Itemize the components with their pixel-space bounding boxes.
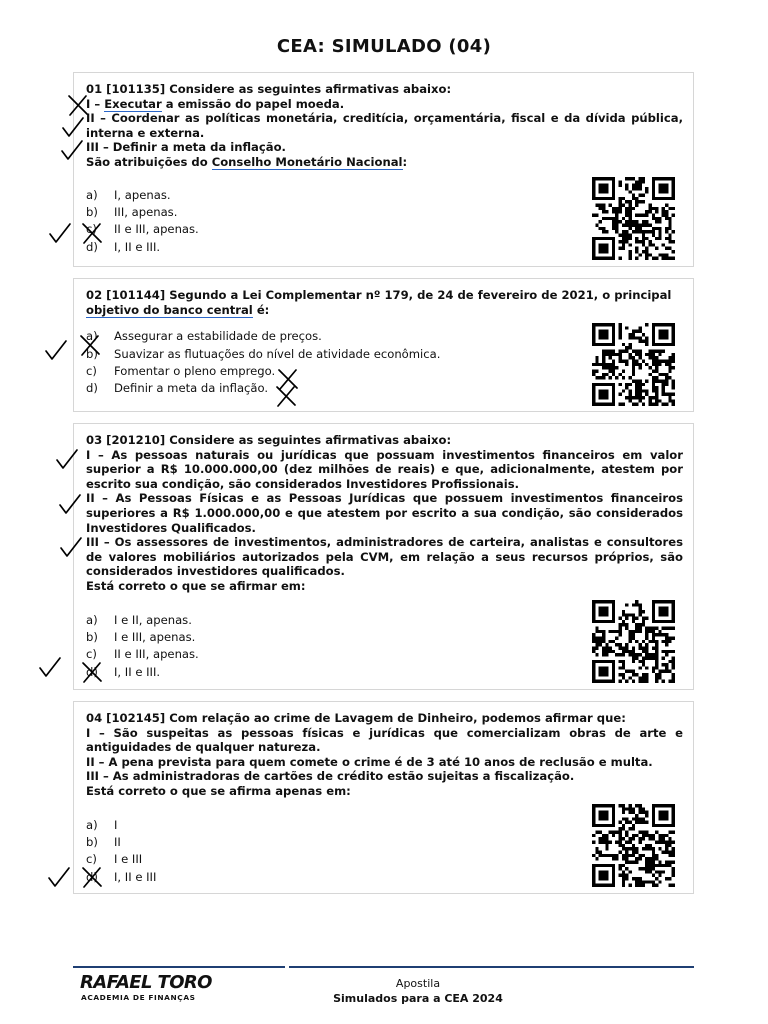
statement-line: objetivo do banco central é: [86, 302, 270, 317]
check-mark-icon [59, 536, 83, 560]
check-mark-icon [58, 493, 82, 517]
statement-line: I – Executar a emissão do papel moeda. [86, 96, 345, 111]
footer-doc-type: Apostila [395, 977, 441, 990]
statement-line: II – As Pessoas Físicas e as Pessoas Jurídicas que possuem investimentos financeiros superiores a R$ 1.000.000,00 e que atestem por escrito a sua condição, são considerados Investidores Qualificados. [86, 491, 683, 535]
option-a[interactable]: a) Assegurar a estabilidade de preços. [86, 329, 322, 344]
option-a[interactable]: a) I e II, apenas. [86, 612, 192, 627]
page-title: CEA: SIMULADO (04) [276, 36, 492, 57]
option-d[interactable]: d) Definir a meta da inflação. [86, 381, 269, 396]
option-a[interactable]: a) I [86, 817, 118, 832]
cross-mark-icon [80, 865, 104, 889]
cross-mark-icon [66, 93, 90, 117]
statement-line: II – Coordenar as políticas monetária, creditícia, orçamentária, fiscal e da dívida pública, interna e externa. [86, 111, 683, 140]
qr-code-icon [592, 804, 675, 887]
cross-mark-icon [78, 333, 102, 357]
check-mark-icon [48, 222, 72, 246]
qr-code-icon [592, 177, 675, 260]
check-mark-icon [38, 656, 62, 680]
footer-rule-right [289, 966, 694, 968]
underlined-term: Conselho Monetário Nacional [211, 154, 403, 169]
check-mark-icon [60, 139, 84, 163]
cross-mark-icon [274, 384, 298, 408]
statement-line: I – As pessoas naturais ou jurídicas que possuam investimentos financeiros em valor superior a R$ 10.000.000,00 (dez milhões de reais) e que, adicionalmente, atestem por escrito sua condição, são considerados Investidores Profissionais. [86, 447, 683, 491]
question-header: 02 [101144] Segundo a Lei Complementar nº 179, de 24 de fevereiro de 2021, o principal [86, 288, 672, 302]
cross-mark-icon [80, 221, 104, 245]
check-mark-icon [61, 116, 85, 140]
statement-line: São atribuições do Conselho Monetário Nacional: [86, 154, 408, 169]
qr-code-icon [592, 323, 675, 406]
option-c[interactable]: c) I e III [86, 852, 143, 867]
statement-line: III – As administradoras de cartões de crédito estão sujeitas a fiscalização. [86, 769, 575, 784]
footer-rule-left [73, 966, 285, 968]
check-mark-icon [44, 339, 68, 363]
option-d[interactable]: d) I, II e III [86, 869, 157, 884]
option-b[interactable]: b) Suavizar as flutuações do nível de atividade econômica. [86, 346, 441, 361]
underlined-term: objetivo do banco central [86, 302, 253, 317]
question-header: 01 [101135] Considere as seguintes afirmativas abaixo: [86, 82, 452, 96]
question-card-2 [73, 278, 694, 412]
cross-mark-icon [80, 660, 104, 684]
statement-line: II – A pena prevista para quem comete o crime é de 3 até 10 anos de reclusão e multa. [86, 754, 653, 769]
option-b[interactable]: b) I e III, apenas. [86, 629, 196, 644]
check-mark-icon [47, 866, 71, 890]
option-c[interactable]: c) II e III, apenas. [86, 647, 199, 662]
question-header: 04 [102145] Com relação ao crime de Lavagem de Dinheiro, podemos afirmar que: [86, 711, 626, 725]
statement-line: Está correto o que se afirma apenas em: [86, 783, 351, 798]
option-d[interactable]: d) I, II e III. [86, 664, 161, 679]
brand-logo: RAFAEL TORO [80, 972, 212, 993]
underlined-term: Executar [104, 96, 162, 111]
question-card-1 [73, 72, 694, 267]
option-b[interactable]: b) II [86, 834, 121, 849]
footer-doc-title: Simulados para a CEA 2024 [333, 992, 503, 1005]
brand-logo-subtitle: ACADEMIA DE FINANÇAS [81, 993, 196, 1002]
option-a[interactable]: a) I, apenas. [86, 187, 171, 202]
statement-line: III – Os assessores de investimentos, administradores de carteira, analistas e consultores de valores mobiliários autorizados pela CVM, em relação a seus recursos próprios, são considerados investidores qualificados. [86, 535, 683, 579]
question-card-4 [73, 701, 694, 894]
question-card-3 [73, 423, 694, 690]
qr-code-icon [592, 600, 675, 683]
option-d[interactable]: d) I, II e III. [86, 239, 161, 254]
check-mark-icon [55, 448, 79, 472]
option-c[interactable]: c) Fomentar o pleno emprego. [86, 363, 276, 378]
option-c[interactable]: c) II e III, apenas. [86, 222, 199, 237]
statement-line: Está correto o que se afirmar em: [86, 578, 306, 593]
option-b[interactable]: b) III, apenas. [86, 204, 178, 219]
statement-line: III – Definir a meta da inflação. [86, 140, 286, 155]
statement-line: I – São suspeitas as pessoas físicas e jurídicas que comercializam obras de arte e antiguidades de qualquer natureza. [86, 725, 683, 755]
question-header: 03 [201210] Considere as seguintes afirmativas abaixo: [86, 433, 452, 447]
